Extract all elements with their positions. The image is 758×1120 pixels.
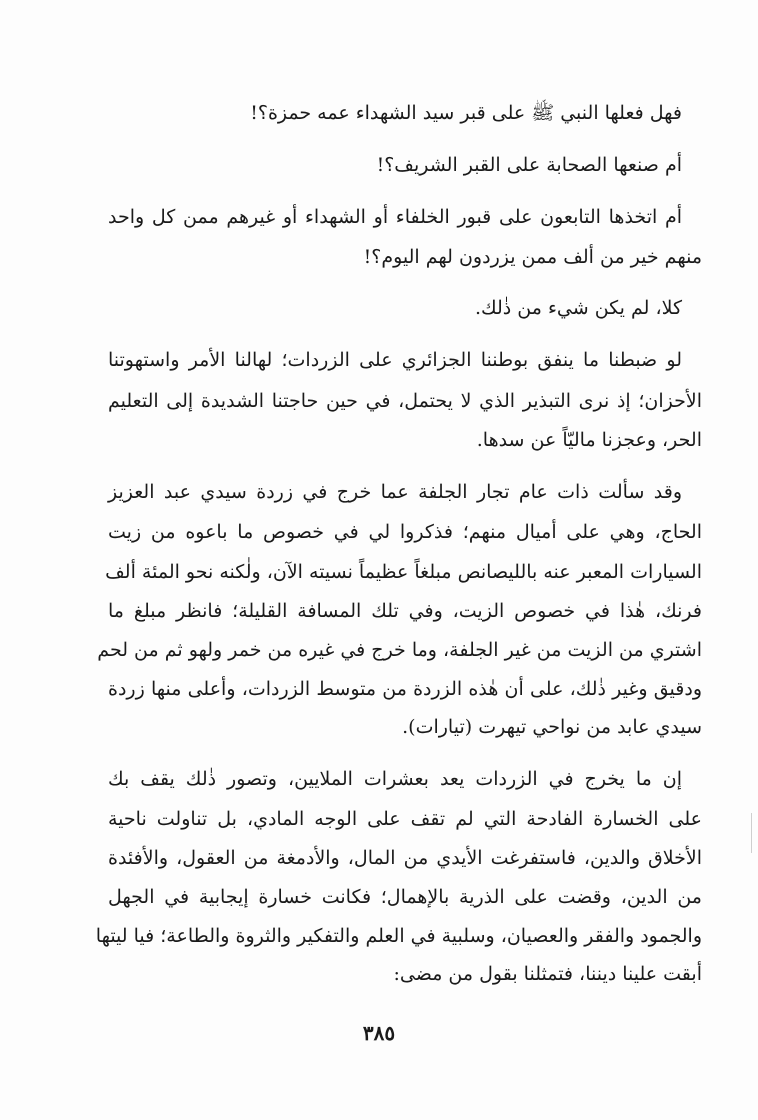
- text-line: من الدين، وقضت على الذرية بالإهمال؛ فكانت خسارة إيجابية في الجهل: [108, 886, 702, 908]
- text-line: منهم خير من ألف ممن يزردون لهم اليوم؟!: [363, 246, 702, 268]
- text-line: إن ما يخرج في الزردات يعد بعشرات الملايين، وتصور ذٰلك يقف بك: [108, 768, 682, 790]
- text-line: كلا، لم يكن شيء من ذٰلك.: [474, 297, 682, 319]
- text-line: فهل فعلها النبي ﷺ على قبر سيد الشهداء عمه حمزة؟!: [250, 102, 682, 124]
- text-line: السيارات المعبر عنه بالليصانص مبلغاً عظيماً نسيته الآن، ولٰكنه نحو المئة ألف: [105, 561, 702, 583]
- text-line: الأخلاق والدين، فاستفرغت الأيدي من المال، والأدمغة من العقول، والأفئدة: [108, 847, 702, 869]
- text-line: وقد سألت ذات عام تجار الجلفة عما خرج في زردة سيدي عبد العزيز: [108, 481, 682, 503]
- text-line: لو ضبطنا ما ينفق بوطننا الجزائري على الزردات؛ لهالنا الأمر واستهوتنا: [108, 349, 682, 371]
- text-line: اشتري من الزيت من غير الجلفة، وما خرج في غيره من خمر ولهو ثم من لحم: [97, 639, 702, 661]
- text-line: ودقيق وغير ذٰلك، على أن هٰذه الزردة من متوسط الزردات، وأعلى منها زردة: [108, 678, 702, 700]
- text-line: والجمود والفقر والعصيان، وسلبية في العلم والتفكير والثروة والطاعة؛ فيا ليتها: [95, 925, 702, 947]
- text-line: سيدي عابد من نواحي تيهرت (تيارات).: [402, 716, 702, 738]
- text-line: على الخسارة الفادحة التي لم تقف على الوجه المادي، بل تناولت ناحية: [108, 808, 702, 830]
- text-line: فرنك، هٰذا في خصوص الزيت، وفي تلك المسافة القليلة؛ فانظر مبلغ ما: [108, 600, 702, 622]
- text-line: أبقت علينا ديننا، فتمثلنا بقول من مضى:: [393, 963, 702, 985]
- margin-divider: [751, 813, 752, 853]
- text-line: الحاج، وهي على أميال منهم؛ فذكروا لي في خصوص ما باعوه من زيت: [108, 521, 702, 543]
- page-number: ٣٨٥: [362, 1021, 396, 1045]
- text-line: الأحزان؛ إذ نرى التبذير الذي لا يحتمل، في حين حاجتنا الشديدة إلى التعليم: [108, 390, 702, 412]
- text-line: أم اتخذها التابعون على قبور الخلفاء أو الشهداء أو غيرهم ممن كل واحد: [108, 206, 682, 228]
- text-line: الحر، وعجزنا ماليّاً عن سدها.: [476, 429, 702, 451]
- text-line: أم صنعها الصحابة على القبر الشريف؟!: [376, 154, 682, 176]
